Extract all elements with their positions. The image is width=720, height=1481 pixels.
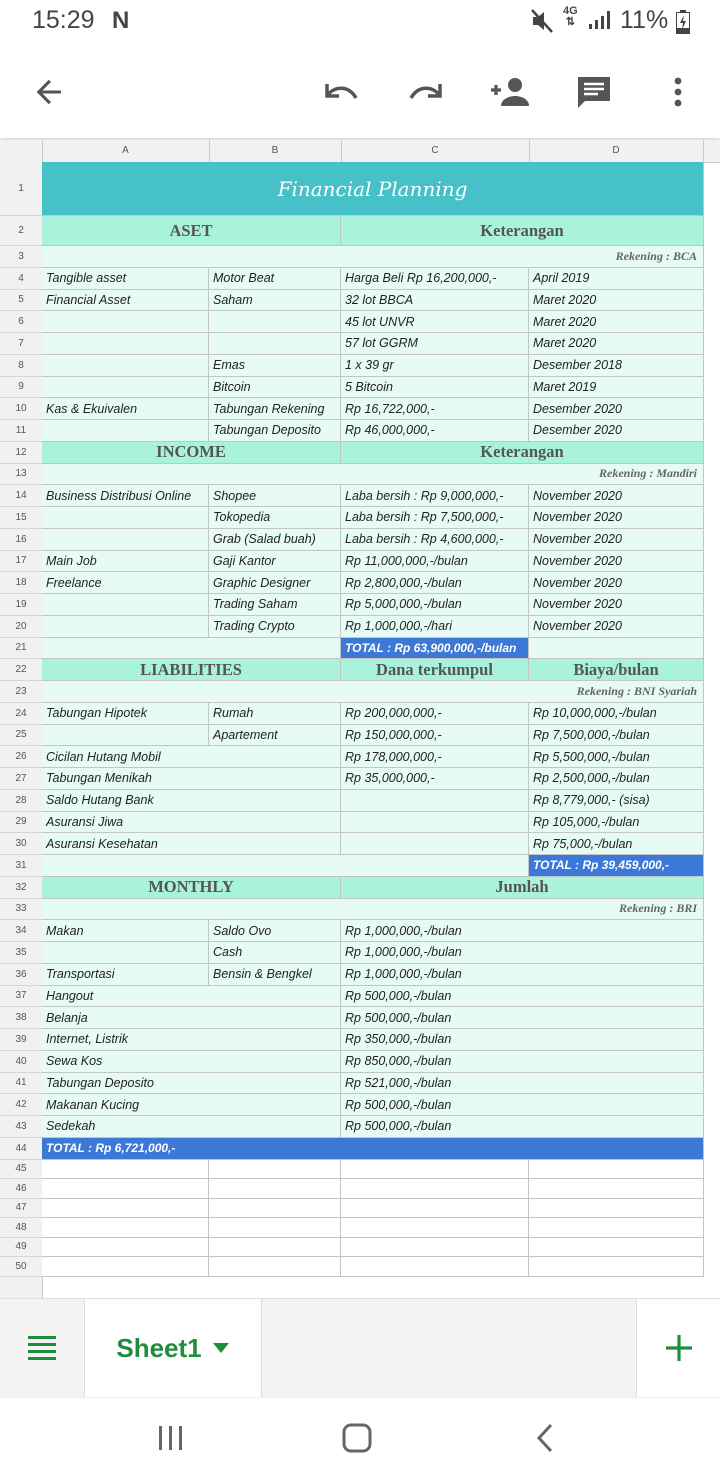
cell-grid[interactable] (42, 162, 704, 1298)
row-header[interactable]: 21 (0, 638, 42, 660)
table-cell[interactable]: November 2020 (529, 594, 704, 616)
row-header[interactable]: 8 (0, 355, 42, 377)
empty-cell[interactable] (529, 1218, 704, 1238)
table-cell[interactable]: Rp 7,500,000,-/bulan (529, 725, 704, 747)
section-header-liabilities[interactable]: LIABILITIES (42, 659, 341, 681)
row-header[interactable]: 4 (0, 268, 42, 290)
table-cell[interactable]: Grab (Salad buah) (209, 529, 341, 551)
row-header[interactable]: 28 (0, 790, 42, 812)
empty-cell[interactable] (42, 1218, 209, 1238)
column-header-bar (0, 140, 720, 163)
clock: 15:29 (32, 6, 95, 34)
table-cell[interactable]: November 2020 (529, 507, 704, 529)
table-cell[interactable]: November 2020 (529, 551, 704, 573)
table-cell[interactable] (42, 420, 209, 442)
table-cell[interactable] (529, 638, 704, 660)
table-cell[interactable]: Hangout (42, 986, 341, 1008)
monthly-total[interactable]: TOTAL : Rp 6,721,000,- (42, 1138, 704, 1160)
row-header[interactable]: 47 (0, 1199, 42, 1219)
table-cell[interactable]: Bensin & Bengkel (209, 964, 341, 986)
table-cell[interactable]: Asuransi Jiwa (42, 812, 341, 834)
empty-cell[interactable] (341, 1218, 529, 1238)
table-cell[interactable]: Rp 8,779,000,- (sisa) (529, 790, 704, 812)
home-button[interactable] (332, 1418, 382, 1458)
empty-cell[interactable] (529, 1257, 704, 1277)
table-cell[interactable]: Rp 500,000,-/bulan (341, 986, 704, 1008)
recent-apps-button[interactable] (146, 1418, 196, 1458)
app-notification-icon: N (112, 7, 130, 34)
row-header[interactable]: 17 (0, 551, 42, 573)
table-cell[interactable]: Rp 5,500,000,-/bulan (529, 746, 704, 768)
row-header[interactable]: 25 (0, 725, 42, 747)
empty-cell[interactable] (341, 1238, 529, 1258)
table-cell[interactable]: Desember 2020 (529, 420, 704, 442)
table-cell[interactable]: Tabungan Deposito (42, 1073, 341, 1095)
table-cell[interactable]: Laba bersih : Rp 7,500,000,- (341, 507, 529, 529)
table-cell[interactable] (42, 377, 209, 399)
select-all-corner[interactable] (0, 140, 43, 162)
empty-cell[interactable] (529, 1179, 704, 1199)
table-cell[interactable]: Belanja (42, 1007, 341, 1029)
column-header-b[interactable]: B (209, 140, 342, 162)
table-cell[interactable]: 1 x 39 gr (341, 355, 529, 377)
back-button[interactable] (27, 70, 71, 114)
table-cell[interactable]: Tabungan Deposito (209, 420, 341, 442)
share-button[interactable] (488, 70, 532, 114)
table-cell[interactable] (42, 507, 209, 529)
table-cell[interactable]: Trading Crypto (209, 616, 341, 638)
row-header[interactable]: 35 (0, 942, 42, 964)
row-header[interactable]: 11 (0, 420, 42, 442)
table-cell[interactable]: Rp 500,000,-/bulan (341, 1094, 704, 1116)
all-sheets-button[interactable] (0, 1299, 84, 1397)
row-header[interactable]: 2 (0, 216, 42, 246)
empty-cell[interactable] (529, 1160, 704, 1180)
row-header[interactable]: 41 (0, 1073, 42, 1095)
table-cell[interactable] (42, 355, 209, 377)
table-cell[interactable]: 57 lot GGRM (341, 333, 529, 355)
row-header[interactable]: 7 (0, 333, 42, 355)
table-cell[interactable]: Rp 1,000,000,-/bulan (341, 942, 704, 964)
empty-cell[interactable] (341, 1257, 529, 1277)
table-cell[interactable]: Rp 850,000,-/bulan (341, 1051, 704, 1073)
sheet-tab[interactable] (84, 1299, 262, 1397)
table-cell[interactable]: Tokopedia (209, 507, 341, 529)
row-header[interactable]: 1 (0, 162, 42, 216)
row-header-bar (0, 162, 43, 1298)
table-cell[interactable]: Rp 178,000,000,- (341, 746, 529, 768)
section-header-keterangan[interactable]: Keterangan (341, 442, 704, 464)
table-cell[interactable]: Rp 350,000,-/bulan (341, 1029, 704, 1051)
empty-cell[interactable] (209, 1179, 341, 1199)
table-cell[interactable]: Maret 2020 (529, 311, 704, 333)
empty-cell[interactable] (42, 1238, 209, 1258)
table-cell[interactable]: Shopee (209, 485, 341, 507)
section-header-keterangan[interactable]: Keterangan (341, 216, 704, 246)
table-cell[interactable] (42, 333, 209, 355)
row-header[interactable]: 22 (0, 659, 42, 681)
table-cell[interactable] (42, 725, 209, 747)
empty-cell[interactable] (529, 1199, 704, 1219)
column-header-a[interactable]: A (42, 140, 210, 162)
undo-button[interactable] (319, 70, 363, 114)
table-cell[interactable]: Makan (42, 920, 209, 942)
table-cell[interactable] (42, 638, 341, 660)
table-cell[interactable]: Cash (209, 942, 341, 964)
more-vert-icon (673, 76, 683, 108)
column-header-c[interactable]: C (341, 140, 530, 162)
table-cell[interactable]: Rp 1,000,000,-/bulan (341, 964, 704, 986)
row-header[interactable]: 32 (0, 877, 42, 899)
bank-label[interactable]: Rekening : BNI Syariah (42, 681, 704, 703)
row-header[interactable]: 42 (0, 1094, 42, 1116)
table-cell[interactable]: Emas (209, 355, 341, 377)
row-header[interactable]: 48 (0, 1218, 42, 1238)
table-cell[interactable]: Graphic Designer (209, 572, 341, 594)
row-header[interactable]: 18 (0, 572, 42, 594)
comment-icon (575, 74, 613, 110)
battery-charging-icon (676, 10, 690, 34)
section-header-jumlah[interactable]: Jumlah (341, 877, 704, 899)
row-header[interactable]: 38 (0, 1007, 42, 1029)
table-cell[interactable]: Saham (209, 290, 341, 312)
table-cell[interactable] (42, 855, 529, 877)
table-cell[interactable]: Freelance (42, 572, 209, 594)
table-cell[interactable]: Rp 150,000,000,- (341, 725, 529, 747)
add-sheet-button[interactable] (636, 1299, 720, 1397)
empty-cell[interactable] (529, 1238, 704, 1258)
table-cell[interactable]: Asuransi Kesehatan (42, 833, 341, 855)
table-cell[interactable]: Kas & Ekuivalen (42, 398, 209, 420)
table-cell[interactable]: Rp 11,000,000,-/bulan (341, 551, 529, 573)
row-header[interactable]: 49 (0, 1238, 42, 1258)
network-type: 4G ⇅ (563, 5, 578, 28)
table-cell[interactable]: Laba bersih : Rp 9,000,000,- (341, 485, 529, 507)
row-header[interactable]: 39 (0, 1029, 42, 1051)
row-header[interactable]: 44 (0, 1138, 42, 1160)
table-cell[interactable] (42, 594, 209, 616)
section-header-income[interactable]: INCOME (42, 442, 341, 464)
empty-cell[interactable] (209, 1218, 341, 1238)
spreadsheet-grid[interactable] (0, 140, 720, 1298)
empty-cell[interactable] (209, 1238, 341, 1258)
table-cell[interactable]: Rp 200,000,000,- (341, 703, 529, 725)
row-header[interactable]: 36 (0, 964, 42, 986)
sheet-title[interactable]: Financial Planning (42, 162, 704, 216)
table-cell[interactable]: Sewa Kos (42, 1051, 341, 1073)
empty-cell[interactable] (42, 1199, 209, 1219)
table-cell[interactable]: Desember 2018 (529, 355, 704, 377)
sheet-tab-label: Sheet1 (116, 1332, 202, 1363)
table-cell[interactable]: Tangible asset (42, 268, 209, 290)
table-cell[interactable]: 45 lot UNVR (341, 311, 529, 333)
table-cell[interactable] (341, 833, 529, 855)
row-header[interactable]: 20 (0, 616, 42, 638)
table-cell[interactable]: Rp 75,000,-/bulan (529, 833, 704, 855)
table-cell[interactable]: Maret 2020 (529, 290, 704, 312)
comments-button[interactable] (572, 70, 616, 114)
table-cell[interactable]: Rp 500,000,-/bulan (341, 1007, 704, 1029)
section-header-aset[interactable]: ASET (42, 216, 341, 246)
empty-cell[interactable] (341, 1160, 529, 1180)
table-cell[interactable]: Desember 2020 (529, 398, 704, 420)
empty-cell[interactable] (209, 1199, 341, 1219)
row-header[interactable]: 43 (0, 1116, 42, 1138)
row-header[interactable]: 6 (0, 311, 42, 333)
table-cell[interactable]: Bitcoin (209, 377, 341, 399)
row-header[interactable]: 5 (0, 290, 42, 312)
table-cell[interactable]: Saldo Hutang Bank (42, 790, 341, 812)
row-header[interactable]: 26 (0, 746, 42, 768)
table-cell[interactable]: 32 lot BBCA (341, 290, 529, 312)
undo-icon (321, 78, 361, 106)
plus-icon (665, 1334, 693, 1362)
mute-icon (530, 8, 554, 34)
row-header[interactable]: 10 (0, 398, 42, 420)
table-cell[interactable] (42, 311, 209, 333)
table-cell[interactable]: Gaji Kantor (209, 551, 341, 573)
redo-button[interactable] (404, 70, 448, 114)
table-cell[interactable]: Rp 10,000,000,-/bulan (529, 703, 704, 725)
row-header[interactable]: 33 (0, 899, 42, 921)
section-header-biaya[interactable]: Biaya/bulan (529, 659, 704, 681)
table-cell[interactable]: Rumah (209, 703, 341, 725)
top-toolbar (0, 44, 720, 138)
table-cell[interactable] (341, 790, 529, 812)
table-cell[interactable]: Main Job (42, 551, 209, 573)
dropdown-caret-icon[interactable] (212, 1342, 230, 1354)
add-person-icon (489, 76, 531, 108)
row-header[interactable]: 23 (0, 681, 42, 703)
bank-label[interactable]: Rekening : BCA (42, 246, 704, 268)
redo-icon (406, 78, 446, 106)
row-header[interactable]: 30 (0, 833, 42, 855)
section-header-monthly[interactable]: MONTHLY (42, 877, 341, 899)
table-cell[interactable]: Financial Asset (42, 290, 209, 312)
row-header[interactable]: 9 (0, 377, 42, 399)
table-cell[interactable]: Saldo Ovo (209, 920, 341, 942)
empty-cell[interactable] (42, 1257, 209, 1277)
row-header[interactable]: 27 (0, 768, 42, 790)
table-cell[interactable]: Sedekah (42, 1116, 341, 1138)
back-chevron-icon (535, 1422, 555, 1454)
row-header[interactable]: 24 (0, 703, 42, 725)
row-header[interactable]: 45 (0, 1160, 42, 1180)
table-cell[interactable]: Cicilan Hutang Mobil (42, 746, 341, 768)
table-cell[interactable]: Rp 105,000,-/bulan (529, 812, 704, 834)
column-header-d[interactable]: D (529, 140, 704, 162)
table-cell[interactable]: November 2020 (529, 572, 704, 594)
table-cell[interactable]: Business Distribusi Online (42, 485, 209, 507)
table-cell[interactable]: April 2019 (529, 268, 704, 290)
liabilities-total[interactable]: TOTAL : Rp 39,459,000,- (529, 855, 704, 877)
table-cell[interactable]: Rp 5,000,000,-/bulan (341, 594, 529, 616)
row-header[interactable]: 31 (0, 855, 42, 877)
row-header[interactable]: 29 (0, 812, 42, 834)
recent-apps-icon (156, 1424, 186, 1452)
row-header[interactable]: 13 (0, 464, 42, 486)
list-menu-icon (27, 1335, 57, 1361)
table-cell[interactable]: Rp 35,000,000,- (341, 768, 529, 790)
row-header[interactable]: 12 (0, 442, 42, 464)
row-header[interactable]: 46 (0, 1179, 42, 1199)
empty-cell[interactable] (341, 1199, 529, 1219)
battery-percent: 11% (620, 6, 669, 34)
table-cell[interactable] (209, 311, 341, 333)
table-cell[interactable] (209, 333, 341, 355)
row-header[interactable]: 19 (0, 594, 42, 616)
table-cell[interactable]: Tabungan Hipotek (42, 703, 209, 725)
empty-cell[interactable] (42, 1160, 209, 1180)
table-cell[interactable]: November 2020 (529, 616, 704, 638)
table-cell[interactable]: Motor Beat (209, 268, 341, 290)
table-cell[interactable]: Transportasi (42, 964, 209, 986)
table-cell[interactable]: Rp 500,000,-/bulan (341, 1116, 704, 1138)
table-cell[interactable]: Rp 2,500,000,-/bulan (529, 768, 704, 790)
table-cell[interactable] (341, 812, 529, 834)
sheet-tabs-bar (0, 1298, 720, 1397)
table-cell[interactable] (42, 616, 209, 638)
table-cell[interactable]: Tabungan Menikah (42, 768, 341, 790)
status-bar (0, 0, 720, 44)
row-header[interactable]: 34 (0, 920, 42, 942)
table-cell[interactable]: Rp 521,000,-/bulan (341, 1073, 704, 1095)
table-cell[interactable]: November 2020 (529, 485, 704, 507)
row-header[interactable]: 40 (0, 1051, 42, 1073)
row-header[interactable]: 37 (0, 986, 42, 1008)
table-cell[interactable]: Rp 16,722,000,- (341, 398, 529, 420)
bank-label[interactable]: Rekening : BRI (42, 899, 704, 921)
section-header-dana[interactable]: Dana terkumpul (341, 659, 529, 681)
row-header[interactable]: 16 (0, 529, 42, 551)
table-cell[interactable]: Harga Beli Rp 16,200,000,- (341, 268, 529, 290)
table-cell[interactable]: Rp 1,000,000,-/hari (341, 616, 529, 638)
table-cell[interactable]: Trading Saham (209, 594, 341, 616)
table-cell[interactable]: Internet, Listrik (42, 1029, 341, 1051)
table-cell[interactable]: November 2020 (529, 529, 704, 551)
empty-cell[interactable] (209, 1257, 341, 1277)
empty-cell[interactable] (42, 1179, 209, 1199)
empty-cell[interactable] (209, 1160, 341, 1180)
table-cell[interactable]: Makanan Kucing (42, 1094, 341, 1116)
empty-cell[interactable] (341, 1179, 529, 1199)
row-header[interactable]: 14 (0, 485, 42, 507)
row-header[interactable]: 50 (0, 1257, 42, 1277)
table-cell[interactable] (42, 942, 209, 964)
table-cell[interactable]: 5 Bitcoin (341, 377, 529, 399)
system-navigation-bar (0, 1397, 720, 1481)
signal-icon (588, 10, 614, 30)
table-cell[interactable]: Rp 2,800,000,-/bulan (341, 572, 529, 594)
table-cell[interactable]: Laba bersih : Rp 4,600,000,- (341, 529, 529, 551)
more-options-button[interactable] (656, 70, 700, 114)
table-cell[interactable]: Tabungan Rekening (209, 398, 341, 420)
row-header[interactable]: 15 (0, 507, 42, 529)
back-arrow-icon (33, 76, 65, 108)
row-header[interactable]: 3 (0, 246, 42, 268)
home-icon (341, 1422, 373, 1454)
table-cell[interactable] (42, 529, 209, 551)
table-cell[interactable]: Maret 2019 (529, 377, 704, 399)
table-cell[interactable]: Rp 46,000,000,- (341, 420, 529, 442)
bank-label[interactable]: Rekening : Mandiri (42, 464, 704, 486)
table-cell[interactable]: Rp 1,000,000,-/bulan (341, 920, 704, 942)
table-cell[interactable]: Apartement (209, 725, 341, 747)
table-cell[interactable]: Maret 2020 (529, 333, 704, 355)
back-nav-button[interactable] (520, 1418, 570, 1458)
income-total[interactable]: TOTAL : Rp 63,900,000,-/bulan (341, 638, 529, 660)
